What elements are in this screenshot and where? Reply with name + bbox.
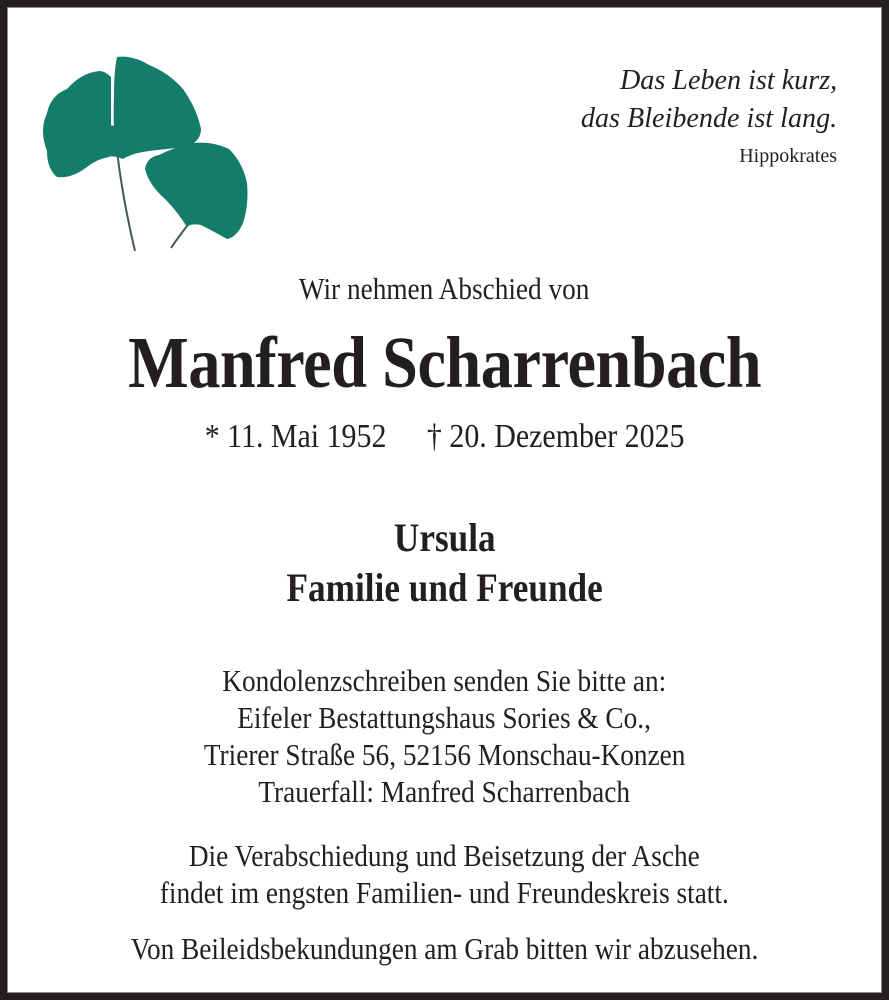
birth-date: * 11. Mai 1952 [204, 418, 387, 455]
quote-line: das Bleibende ist lang. [580, 102, 837, 134]
closing-note: Von Beileidsbekundungen am Grab bitten wir abzusehen. [130, 931, 759, 966]
ginkgo-leaves-icon [37, 51, 257, 256]
quote-line: Das Leben ist kurz, [619, 64, 837, 96]
obituary-card [7, 7, 882, 993]
epigraph [573, 61, 837, 171]
condolence-address [7, 662, 882, 810]
deceased-name: Manfred Scharrenbach [127, 322, 761, 403]
intro-text: Wir nehmen Abschied von [299, 271, 590, 306]
mourner-line: Familie und Freunde [286, 565, 603, 610]
ceremony-info [7, 837, 882, 911]
address-line: Kondolenzschreiben senden Sie bitte an: [222, 663, 667, 698]
address-line: Eifeler Bestattungshaus Sories & Co., [237, 700, 652, 735]
mourners [7, 513, 882, 613]
ceremony-line: Die Verabschiedung und Beisetzung der Asche [189, 838, 700, 873]
mourner-line: Ursula [393, 515, 496, 560]
death-date: † 20. Dezember 2025 [426, 418, 685, 455]
address-line: Trierer Straße 56, 52156 Monschau-Konzen [203, 737, 686, 772]
address-line: Trauerfall: Manfred Scharrenbach [258, 774, 631, 809]
ceremony-line: findet im engsten Familien- und Freundeskreis statt. [159, 875, 730, 910]
life-dates [7, 415, 882, 459]
quote-author: Hippokrates [739, 145, 837, 167]
